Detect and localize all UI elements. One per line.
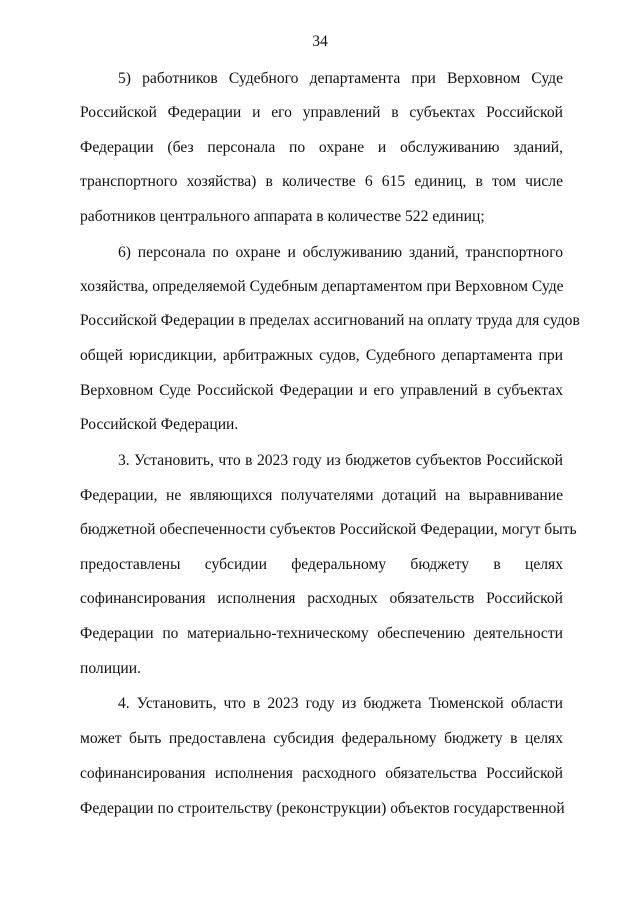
text-line: бюджетной обеспеченности субъектов Российской Федерации, могут быть (80, 521, 577, 538)
text-line: Федерации, не являющихся получателями дотаций на выравнивание (80, 487, 563, 504)
text-line: Федерации по строительству (реконструкции) объектов государственной (80, 800, 565, 817)
text-line: софинансирования исполнения расходного обязательства Российской (80, 765, 563, 782)
text-line: Федерации (без персонала по охране и обслуживанию зданий, (80, 139, 563, 156)
text-line: Российской Федерации. (80, 416, 239, 433)
text-line: 5) работников Судебного департамента при Верховном Суде (118, 70, 563, 87)
text-line: 4. Установить, что в 2023 году из бюджета Тюменской области (118, 695, 563, 712)
text-line: транспортного хозяйства) в количестве 6 615 единиц, в том числе (80, 173, 563, 190)
text-line: Российской Федерации в пределах ассигнований на оплату труда для судов (80, 312, 580, 329)
text-line: предоставлены субсидии федеральному бюджету в целях (80, 556, 563, 573)
text-line: 6) персонала по охране и обслуживанию зданий, транспортного (118, 244, 563, 261)
text-line: 3. Установить, что в 2023 году из бюджетов субъектов Российской (118, 452, 563, 469)
text-line: Российской Федерации и его управлений в субъектах Российской (80, 104, 563, 121)
text-line: полиции. (80, 660, 141, 677)
text-line: хозяйства, определяемой Судебным департаментом при Верховном Суде (80, 278, 564, 295)
text-line: Верховном Суде Российской Федерации и его управлений в субъектах (80, 382, 563, 399)
text-line: Федерации по материально-техническому обеспечению деятельности (80, 625, 563, 642)
text-line: софинансирования исполнения расходных обязательств Российской (80, 590, 563, 607)
text-line: может быть предоставлена субсидия федеральному бюджету в целях (80, 730, 563, 747)
text-line: работников центрального аппарата в количестве 522 единиц; (80, 208, 485, 225)
text-line: общей юрисдикции, арбитражных судов, Судебного департамента при (80, 347, 563, 364)
page-number: 34 (312, 33, 328, 50)
